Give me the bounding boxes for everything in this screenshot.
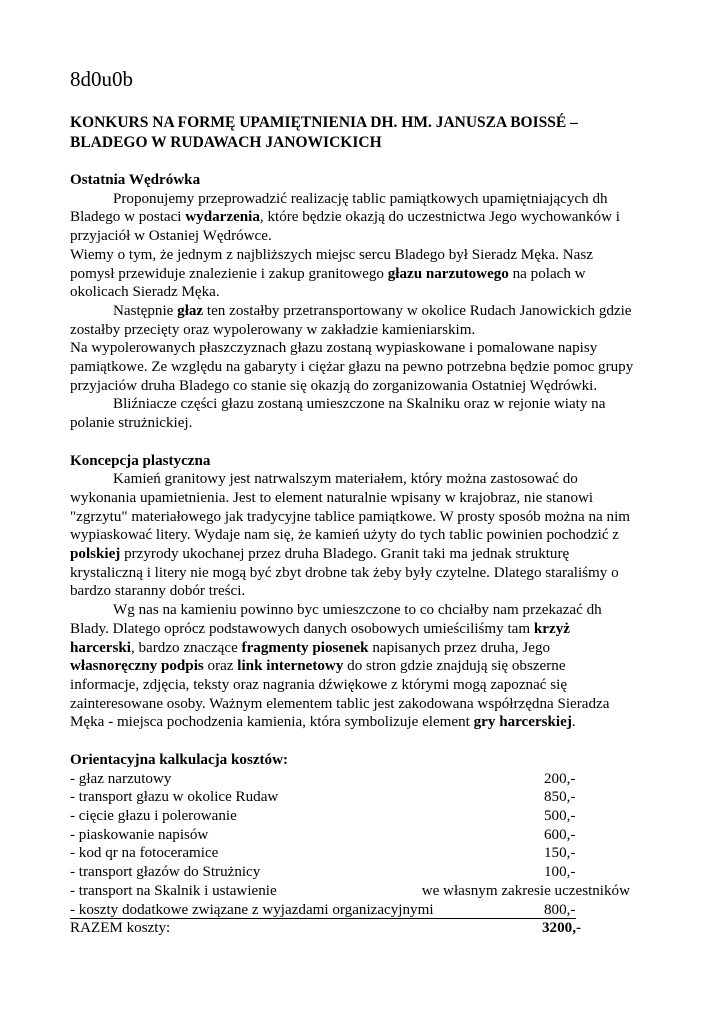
section-heading-ostatnia-wedrowka: Ostatnia Wędrówka	[70, 172, 201, 188]
document-title: KONKURS NA FORMĘ UPAMIĘTNIENIA DH. HM. JANUSZA BOISSÉ – BLADEGO W RUDAWACH JANOWICKICH	[70, 114, 578, 151]
cost-row-extra: - koszty dodatkowe związane z wyjazdami organizacyjnymi 800,-	[70, 901, 576, 918]
cost-row-skalnik: - transport na Skalnik i ustawienie we własnym zakresie uczestników	[70, 882, 630, 899]
cost-row: - kod qr na fotoceramice 150,-	[70, 845, 576, 862]
paragraph: Wiemy o tym, że jednym z najbliższych miejsc sercu Bladego był Sieradz Męka. Nasz pomysł przewiduje znalezienie i zakup granitowego głazu narzutowego na polach w okolicach Sieradz Męka.	[70, 246, 593, 301]
cost-heading: Orientacyjna kalkulacja kosztów:	[70, 752, 289, 768]
cost-row: - głaz narzutowy 200,-	[70, 770, 576, 787]
paragraph: Wg nas na kamieniu powinno byc umieszczone to co chciałby nam przekazać dh Blady. Dlatego oprócz podstawowych danych osobowych umieściliśmy tam krzyż harcerski, bardzo znaczące fragmenty piosenek napisanych przez druha, Jego własnoręczny podpis oraz link internetowy do stron gdzie znajdują się obszerne informacje, zdjęcia, teksty oraz nagrania dźwiękowe z którymi mogą zapoznać się zainteresowane osoby. Ważnym elementem tablic jest zakodowana współrzędna Sieradza Męka - miejsca pochodzenia kamienia, która symbolizuje element gry harcerskiej.	[70, 602, 610, 731]
document-id: 8d0u0b	[70, 67, 133, 91]
paragraph: Kamień granitowy jest natrwalszym materiałem, który można zastosować do wykonania upamietnienia. Jest to element naturalnie wpisany w krajobraz, nie stanowi "zgrzytu" materiałowego jak tradycyjne tablice pamiątkowe. W prosty sposób można na nim wypiaskować litery. Wydaje nam się, że kamień użyty do tych tablic powinien pochodzić z polskiej przyrody ukochanej przez druha Bladego. Granit taki ma jednak strukturę krystaliczną i litery nie mogą być zbyt drobne tak żeby były czytelne. Dlatego staraliśmy o bardzo staranny dobór treści.	[70, 471, 631, 600]
paragraph: Proponujemy przeprowadzić realizację tablic pamiątkowych upamiętniających dh Bladego w postaci wydarzenia, które będzie okazją do uczestnictwa Jego wychowanków i przyjaciół w Ostaniej Wędrówce.	[70, 190, 620, 245]
cost-row: - piaskowanie napisów 600,-	[70, 826, 576, 843]
cost-row: - transport głazu w okolice Rudaw 850,-	[70, 789, 576, 806]
cost-row: - transport głazów do Strużnicy 100,-	[70, 864, 576, 881]
paragraph: Następnie głaz ten zostałby przetransportowany w okolice Rudach Janowickich gdzie zostałby przecięty oraz wypolerowany w zakładzie kamieniarskim.	[70, 302, 632, 338]
paragraph: Na wypolerowanych płaszczyznach głazu zostaną wypiaskowane i pomalowane napisy pamiątkowe. Ze względu na gabaryty i ciężar głazu na pewno potrzebna będzie pomoc grupy przyjaciów druha Bladego co stanie się okazją do zorganizowania Ostatniej Wędrówki.	[70, 340, 634, 394]
cost-row: - cięcie głazu i polerowanie 500,-	[70, 808, 576, 825]
section-heading-koncepcja: Koncepcja plastyczna	[70, 452, 211, 469]
cost-total-row: RAZEM koszty: 3200,-	[70, 920, 581, 937]
cost-table	[70, 751, 650, 938]
document-body	[70, 171, 635, 732]
paragraph: Bliźniacze części głazu zostaną umieszczone na Skalniku oraz w rejonie wiaty na polanie strużnickiej.	[70, 396, 606, 432]
